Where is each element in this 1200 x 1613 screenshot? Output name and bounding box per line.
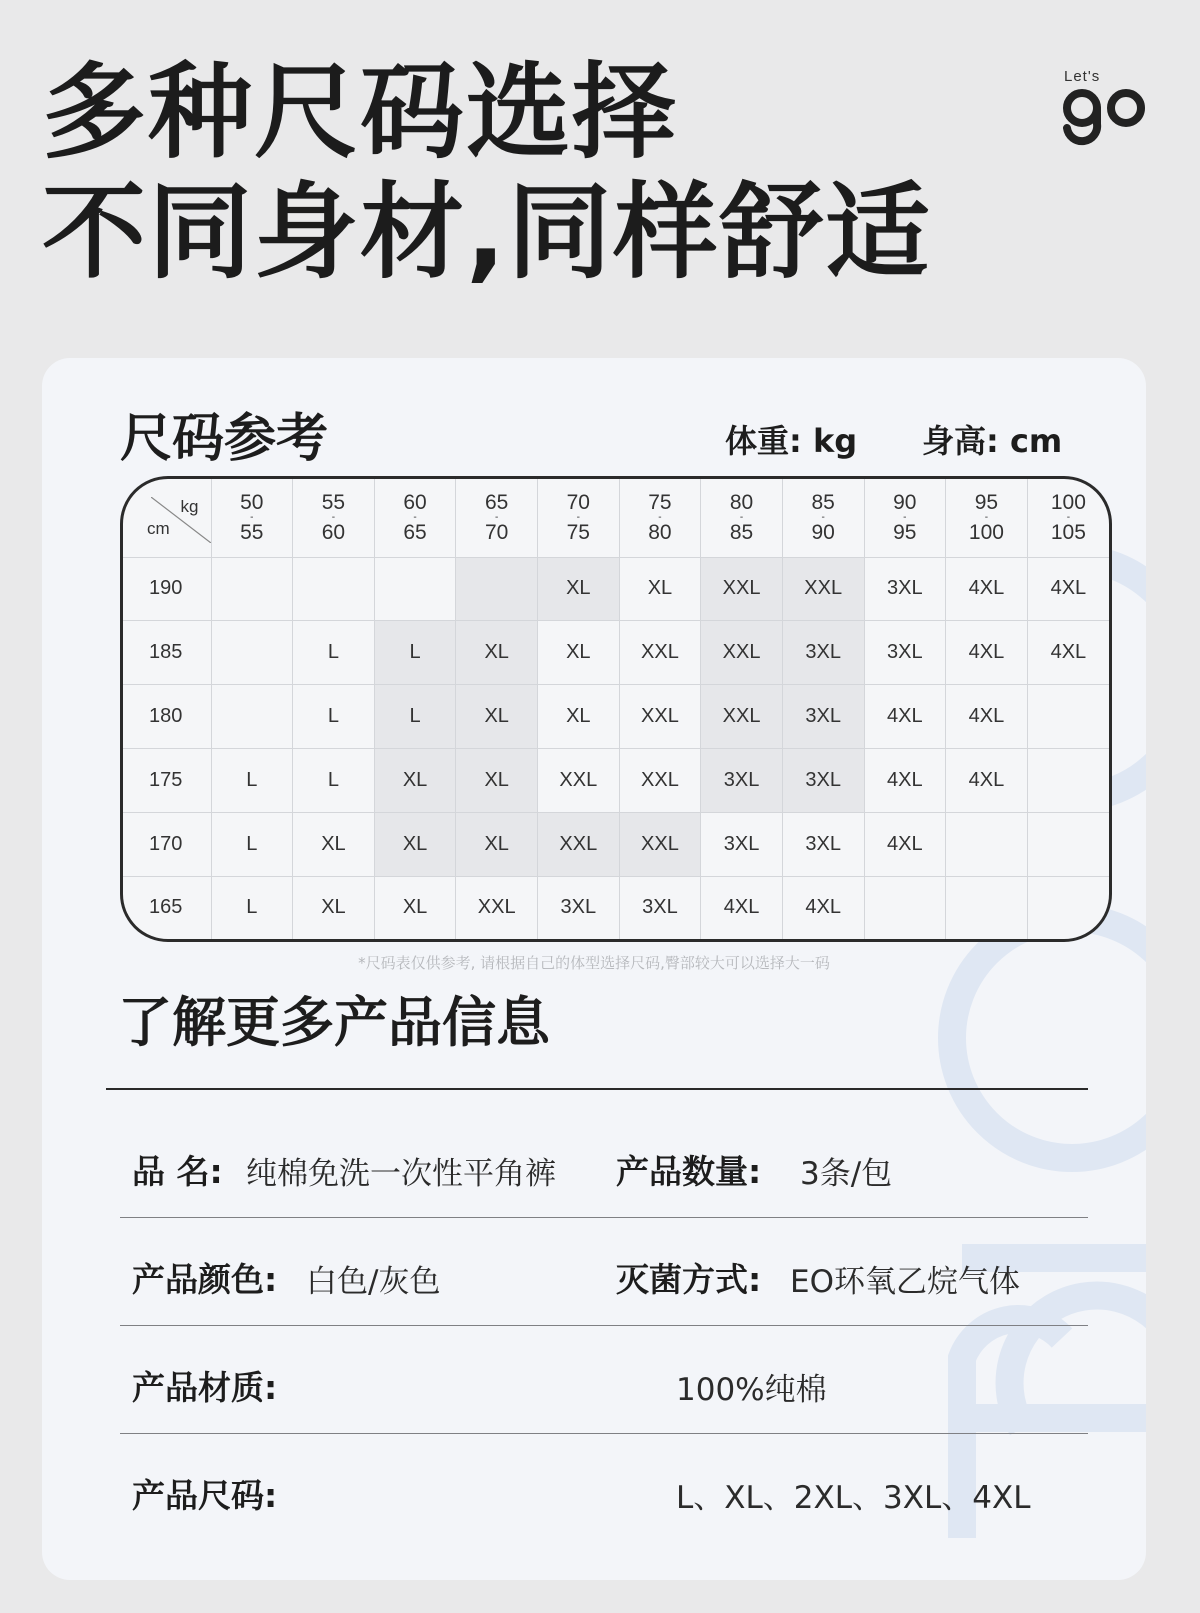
- size-cell: 4XL: [864, 685, 946, 749]
- info-label: 品 名:: [132, 1152, 223, 1191]
- info-row-size: [120, 1434, 1088, 1542]
- info-value: 纯棉免洗一次性平角裤: [246, 1156, 556, 1192]
- weight-range-header: 95 - 100: [946, 479, 1028, 557]
- size-cell: 4XL: [864, 813, 946, 877]
- size-row: [123, 685, 1109, 749]
- size-cell: XL: [374, 749, 456, 813]
- corner-kg-label: kg: [180, 497, 199, 516]
- size-row: [123, 749, 1109, 813]
- size-cell: 3XL: [782, 685, 864, 749]
- size-cell: XXL: [538, 749, 620, 813]
- size-cell: 3XL: [701, 813, 783, 877]
- size-row: [123, 876, 1109, 939]
- size-cell: 3XL: [701, 749, 783, 813]
- headline-line1: 多种尺码选择: [42, 51, 679, 173]
- info-row-name: [120, 1110, 1088, 1218]
- weight-range-high: 60: [321, 520, 346, 544]
- logo-go-glyph: [1062, 84, 1148, 148]
- size-cell: XL: [456, 749, 538, 813]
- size-cell: XL: [456, 621, 538, 685]
- height-label: 185: [123, 621, 211, 685]
- size-cell: L: [293, 685, 375, 749]
- brand-logo: [1062, 64, 1152, 150]
- size-row: [123, 813, 1109, 877]
- weight-range-low: 85: [811, 490, 835, 514]
- info-label: 灭菌方式:: [616, 1260, 762, 1299]
- info-label: 产品数量:: [616, 1152, 762, 1191]
- size-cell: XL: [619, 557, 701, 621]
- size-cell: [211, 685, 293, 749]
- size-cell: XL: [374, 876, 456, 939]
- size-cell: 3XL: [782, 621, 864, 685]
- weight-range-high: 95: [893, 520, 917, 544]
- info-label: 产品尺码:: [132, 1476, 278, 1515]
- size-cell: XXL: [456, 876, 538, 939]
- size-cell: XXL: [619, 685, 701, 749]
- size-cell: XXL: [701, 621, 783, 685]
- height-unit-label: 身高: cm: [922, 422, 1063, 460]
- weight-range-low: 90: [893, 490, 917, 514]
- size-cell: XL: [293, 876, 375, 939]
- weight-range-header: 100 - 105: [1027, 479, 1109, 557]
- size-cell: 4XL: [864, 749, 946, 813]
- weight-range-low: 50: [240, 490, 264, 514]
- weight-range-low: 80: [729, 490, 754, 514]
- info-label: 产品材质:: [132, 1368, 278, 1407]
- weight-range-header: 85 - 90: [782, 479, 864, 557]
- info-label: 产品颜色:: [132, 1260, 278, 1299]
- weight-range-high: 80: [648, 520, 672, 544]
- info-card: [42, 358, 1146, 1580]
- size-cell: XXL: [701, 685, 783, 749]
- info-value: 白色/灰色: [306, 1264, 441, 1300]
- size-chart-table: [120, 476, 1112, 942]
- size-cell: XL: [374, 813, 456, 877]
- size-cell: 3XL: [538, 876, 620, 939]
- size-cell: [374, 557, 456, 621]
- weight-range-high: 90: [811, 520, 835, 544]
- info-section-title: 了解更多产品信息: [118, 991, 550, 1054]
- size-cell: XL: [293, 813, 375, 877]
- weight-range-header: 50 - 55: [211, 479, 293, 557]
- info-value: 3条/包: [800, 1156, 893, 1192]
- size-cell: 4XL: [701, 876, 783, 939]
- info-value: L、XL、2XL、3XL、4XL: [676, 1480, 1031, 1516]
- weight-range-header: 80 - 85: [701, 479, 783, 557]
- logo-small-text: Let's: [1064, 68, 1101, 85]
- info-value: 100%纯棉: [676, 1372, 827, 1408]
- size-cell: L: [293, 749, 375, 813]
- size-cell: 4XL: [946, 685, 1028, 749]
- size-cell: XXL: [701, 557, 783, 621]
- weight-range-header: 65 - 70: [456, 479, 538, 557]
- weight-unit-label: 体重: kg: [725, 422, 858, 460]
- weight-range-header: 75 - 80: [619, 479, 701, 557]
- weight-range-low: 75: [648, 490, 672, 514]
- size-cell: [456, 557, 538, 621]
- size-cell: 4XL: [1027, 557, 1109, 621]
- size-cell: 3XL: [782, 749, 864, 813]
- size-cell: XXL: [619, 621, 701, 685]
- size-cell: [864, 876, 946, 939]
- info-row-color: [120, 1218, 1088, 1326]
- size-cell: 3XL: [782, 813, 864, 877]
- size-cell: L: [211, 876, 293, 939]
- size-cell: XL: [456, 685, 538, 749]
- weight-range-high: 65: [403, 520, 427, 544]
- height-label: 175: [123, 749, 211, 813]
- size-cell: 4XL: [946, 749, 1028, 813]
- size-cell: L: [293, 621, 375, 685]
- size-cell: XXL: [619, 749, 701, 813]
- size-cell: 4XL: [782, 876, 864, 939]
- size-cell: 3XL: [864, 621, 946, 685]
- weight-range-low: 55: [321, 490, 346, 514]
- size-cell: [1027, 813, 1109, 877]
- weight-range-low: 60: [403, 490, 427, 514]
- size-cell: 4XL: [946, 621, 1028, 685]
- size-cell: L: [211, 749, 293, 813]
- size-cell: [1027, 749, 1109, 813]
- weight-range-header: 60 - 65: [374, 479, 456, 557]
- size-cell: L: [211, 813, 293, 877]
- size-cell: [211, 621, 293, 685]
- size-row: [123, 621, 1109, 685]
- weight-range-low: 95: [974, 490, 999, 514]
- size-cell: XXL: [782, 557, 864, 621]
- size-row: [123, 557, 1109, 621]
- weight-range-high: 85: [729, 520, 754, 544]
- weight-range-header: 55 - 60: [293, 479, 375, 557]
- corner-cm-label: cm: [147, 518, 170, 538]
- height-label: 190: [123, 557, 211, 621]
- weight-range-high: 105: [1050, 520, 1086, 544]
- size-cell: [293, 557, 375, 621]
- size-cell: XXL: [538, 813, 620, 877]
- table-corner-cell: [123, 479, 211, 557]
- size-chart-note: *尺码表仅供参考, 请根据自己的体型选择尺码,臀部较大可以选择大一码: [358, 954, 830, 972]
- size-cell: 3XL: [864, 557, 946, 621]
- weight-range-high: 70: [485, 520, 509, 544]
- size-cell: [211, 557, 293, 621]
- weight-range-low: 70: [566, 490, 590, 514]
- weight-range-high: 75: [566, 520, 590, 544]
- size-cell: [946, 876, 1028, 939]
- weight-range-low: 100: [1050, 490, 1086, 514]
- weight-range-high: 55: [240, 520, 264, 544]
- weight-range-header: 90 - 95: [864, 479, 946, 557]
- size-cell: L: [374, 685, 456, 749]
- size-cell: L: [374, 621, 456, 685]
- height-label: 180: [123, 685, 211, 749]
- height-label: 165: [123, 876, 211, 939]
- size-cell: 3XL: [619, 876, 701, 939]
- section-divider: [106, 1088, 1088, 1090]
- size-cell: XXL: [619, 813, 701, 877]
- size-cell: XL: [538, 621, 620, 685]
- size-cell: [946, 813, 1028, 877]
- weight-range-high: 100: [968, 520, 1004, 544]
- weight-range-low: 65: [485, 490, 509, 514]
- headline-line2: 不同身材,同样舒适: [42, 171, 932, 293]
- size-cell: XL: [456, 813, 538, 877]
- weight-range-header: 70 - 75: [538, 479, 620, 557]
- size-cell: XL: [538, 685, 620, 749]
- size-cell: 4XL: [1027, 621, 1109, 685]
- size-cell: 4XL: [946, 557, 1028, 621]
- size-cell: [1027, 685, 1109, 749]
- headline: [42, 52, 932, 292]
- size-section-title: 尺码参考: [120, 409, 329, 469]
- size-cell: XL: [538, 557, 620, 621]
- size-cell: [1027, 876, 1109, 939]
- info-value: EO环氧乙烷气体: [790, 1264, 1020, 1300]
- size-header-row: [123, 479, 1109, 557]
- info-row-material: [120, 1326, 1088, 1434]
- height-label: 170: [123, 813, 211, 877]
